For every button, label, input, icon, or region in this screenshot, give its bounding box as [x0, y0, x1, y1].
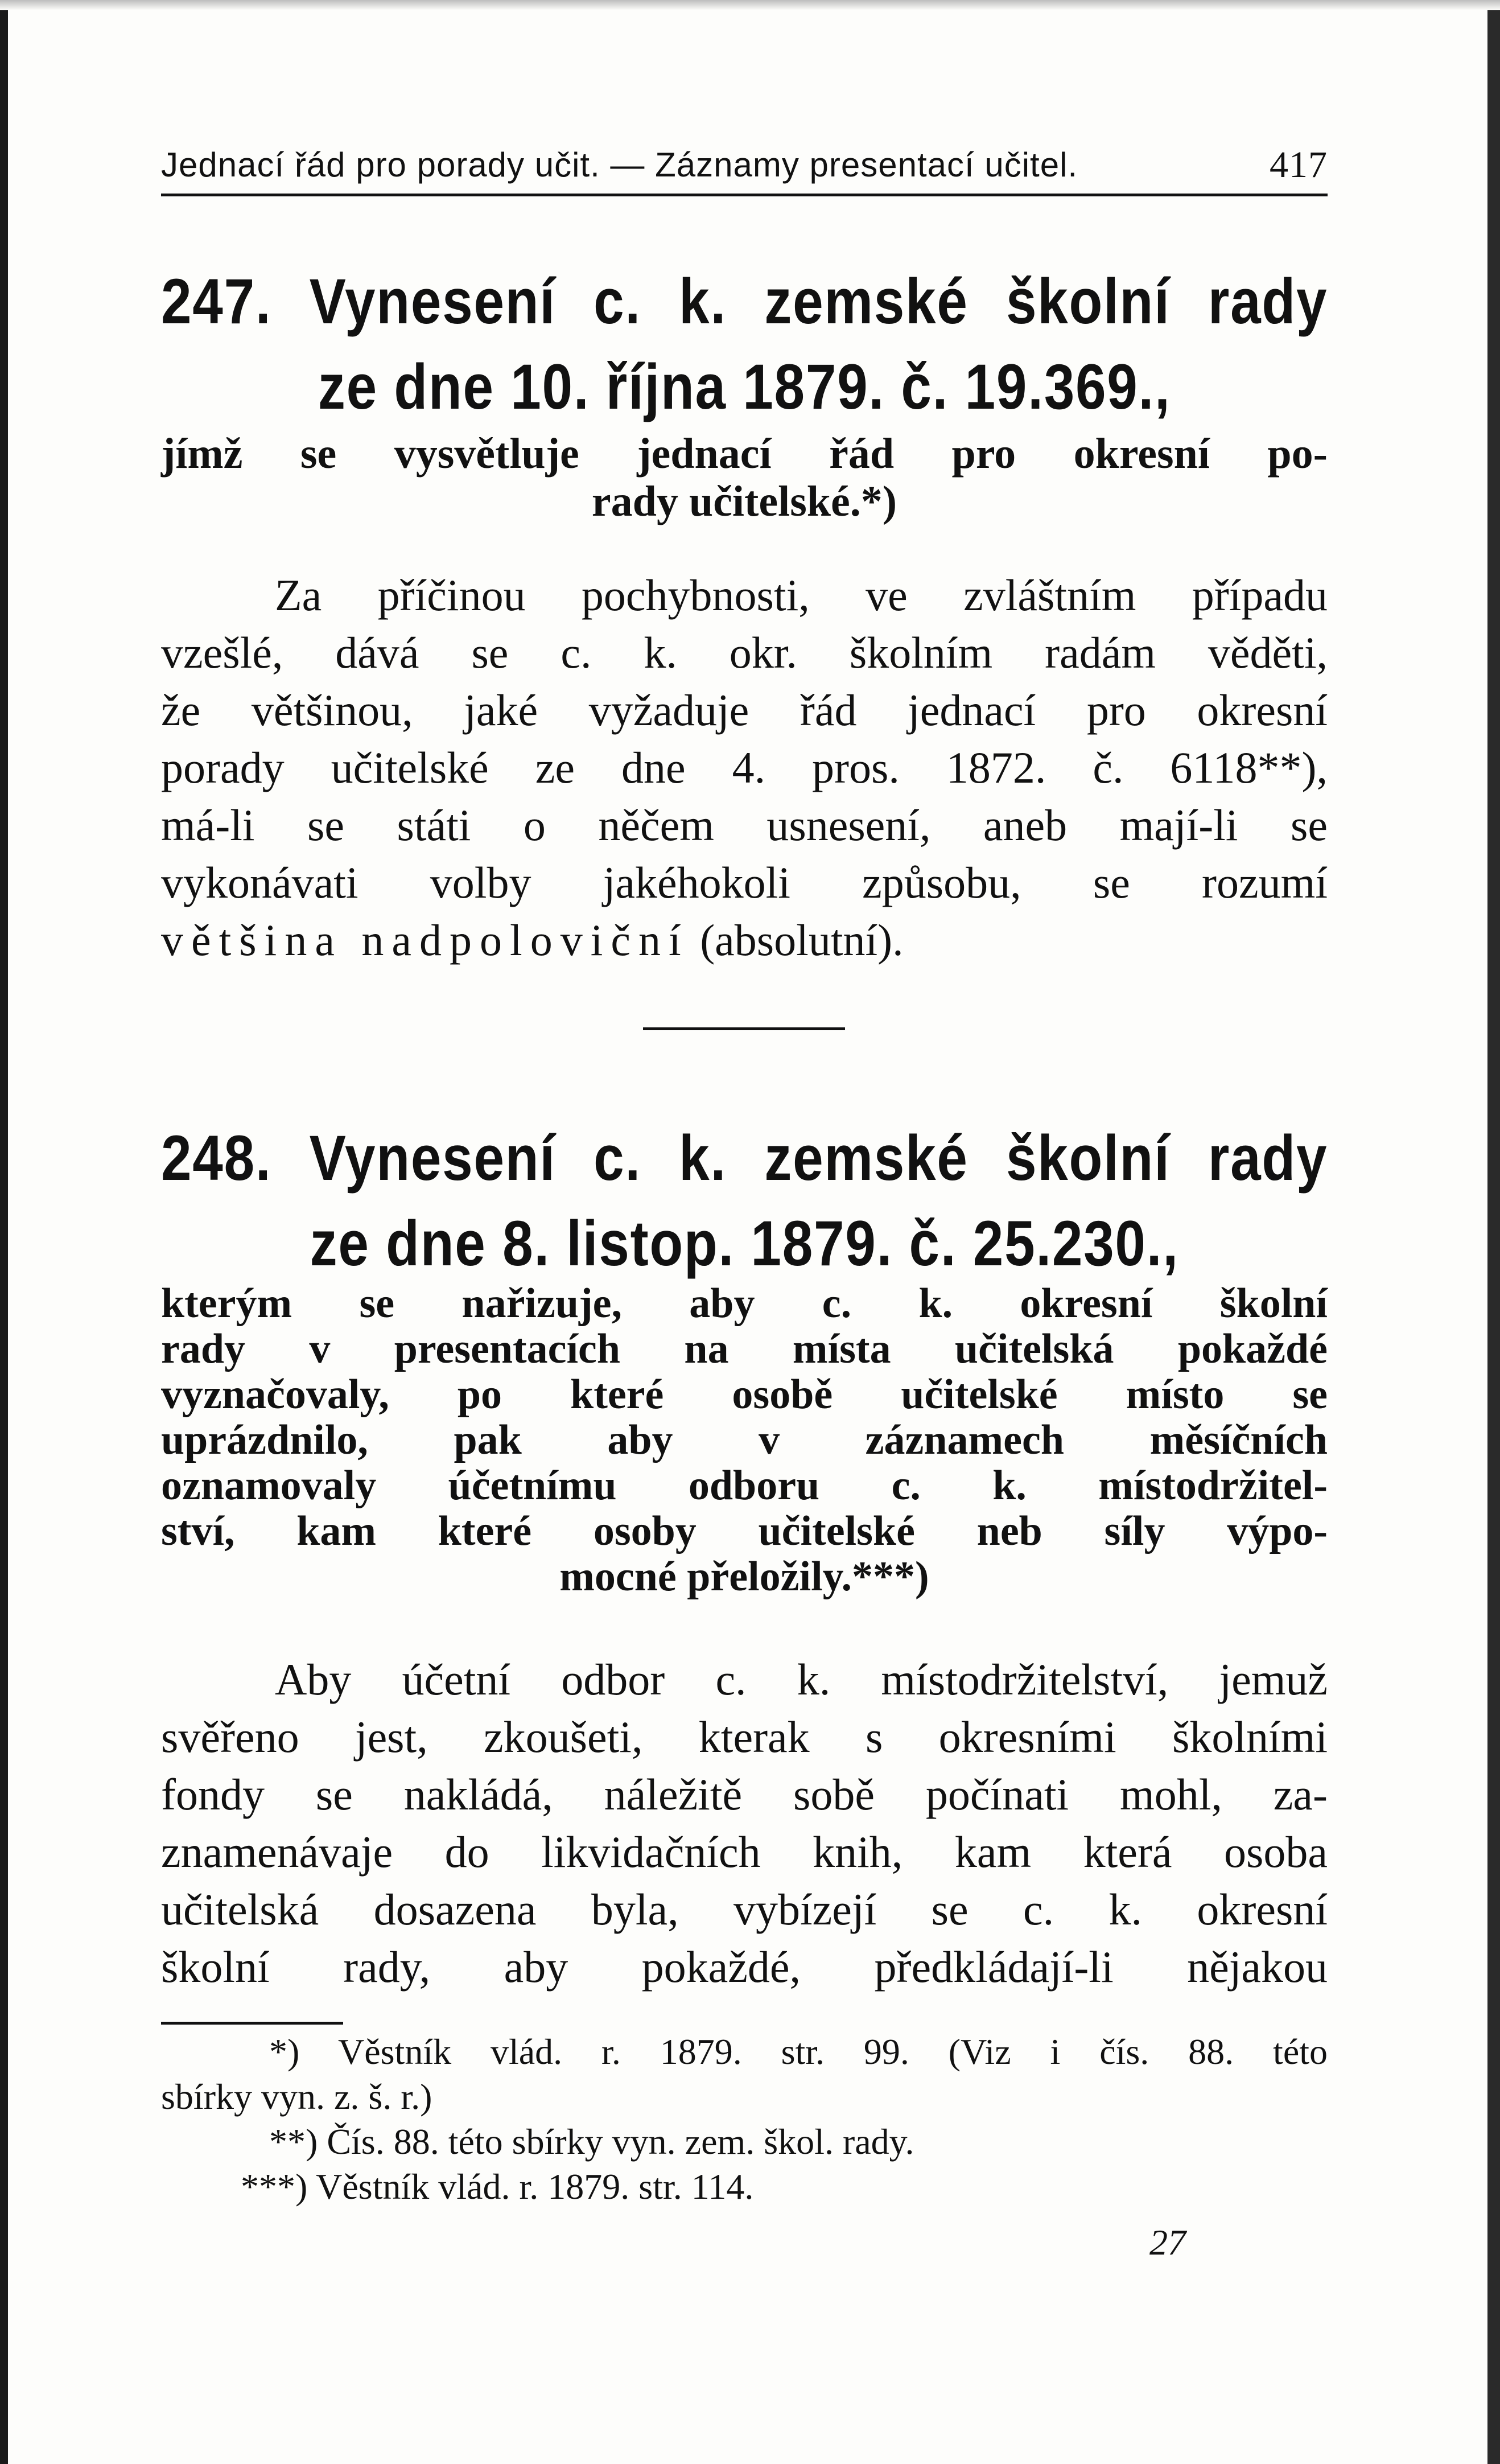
emphasized-phrase: většina nadpoloviční [161, 915, 689, 965]
body-line: znamenávaje do likvidačních knih, kam která osoba [161, 1827, 1328, 1877]
page-number: 417 [1270, 144, 1328, 186]
body-line: že většinou, jaké vyžaduje řád jednací pro okresní [161, 685, 1328, 735]
section-247-subtitle [161, 430, 1328, 525]
subtitle-line: rady učitelské.*) [591, 478, 897, 525]
subtitle-line: oznamovaly účetnímu odboru c. k. místodržitel- [161, 1462, 1328, 1509]
running-head-title: Jednací řád pro porady učit. — Záznamy presentací učitel. [161, 146, 1078, 184]
subtitle-line: rady v presentacích na místa učitelská pokaždé [161, 1326, 1328, 1372]
body-line: fondy se nakládá, náležitě sobě počínati mohl, za- [161, 1770, 1328, 1819]
body-line-last [161, 911, 1328, 969]
page-edge [0, 0, 1500, 10]
footnote-1: *) Věstník vlád. r. 1879. str. 99. (Viz i čís. 88. této [269, 2031, 1328, 2072]
body-line: Aby účetní odbor c. k. místodržitelství, jemuž [275, 1655, 1328, 1704]
footnotes [161, 2029, 1328, 2209]
section-248-subtitle [161, 1281, 1328, 1599]
footnote-1-cont: sbírky vyn. z. š. r.) [161, 2076, 432, 2117]
subtitle-line: uprázdnilo, pak aby v záznamech měsíčních [161, 1417, 1328, 1463]
section-248-body [161, 1651, 1328, 1996]
heading-line: 247. Vynesení c. k. zemské školní rady [161, 266, 1328, 337]
section-247-heading [161, 259, 1328, 430]
body-line: školní rady, aby pokaždé, předkládají-li nějakou [161, 1942, 1328, 1992]
body-line: vzešlé, dává se c. k. okr. školním radám věděti, [161, 628, 1328, 677]
subtitle-line: kterým se nařizuje, aby c. k. okresní školní [161, 1280, 1328, 1327]
heading-line: 248. Vynesení c. k. zemské školní rady [161, 1122, 1328, 1194]
footnote-2: **) Čís. 88. této sbírky vyn. zem. škol. rady. [269, 2121, 914, 2162]
section-248-heading [161, 1116, 1328, 1286]
body-line: svěřeno jest, zkoušeti, kterak s okresními školními [161, 1712, 1328, 1762]
signature-mark: 27 [1149, 2222, 1186, 2263]
subtitle-line: ství, kam které osoby učitelské neb síly výpo- [161, 1508, 1328, 1554]
body-line-end: (absolutní). [689, 915, 904, 965]
header-rule [161, 194, 1328, 196]
subtitle-line: mocné přeložily.***) [559, 1553, 929, 1600]
subtitle-line: jímž se vysvětluje jednací řád pro okresní po- [161, 430, 1328, 478]
body-line: Za příčinou pochybnosti, ve zvláštním případu [275, 570, 1328, 620]
section-247-body [161, 566, 1328, 969]
body-line: učitelská dosazena byla, vybízejí se c. k. okresní [161, 1885, 1328, 1934]
body-line: vykonávati volby jakéhokoli způsobu, se rozumí [161, 858, 1328, 907]
subtitle-line: vyznačovaly, po které osobě učitelské místo se [161, 1371, 1328, 1418]
footnote-rule [161, 2022, 343, 2025]
heading-line: ze dne 10. října 1879. č. 19.369., [318, 351, 1171, 422]
footnote-3: ***) Věstník vlád. r. 1879. str. 114. [241, 2166, 754, 2207]
running-head [161, 142, 1328, 188]
body-line: porady učitelské ze dne 4. pros. 1872. č. 6118**), [161, 743, 1328, 792]
body-line: má-li se státi o něčem usnesení, aneb mají-li se [161, 800, 1328, 850]
heading-line: ze dne 8. listop. 1879. č. 25.230., [310, 1208, 1179, 1279]
section-separator [643, 1027, 845, 1030]
